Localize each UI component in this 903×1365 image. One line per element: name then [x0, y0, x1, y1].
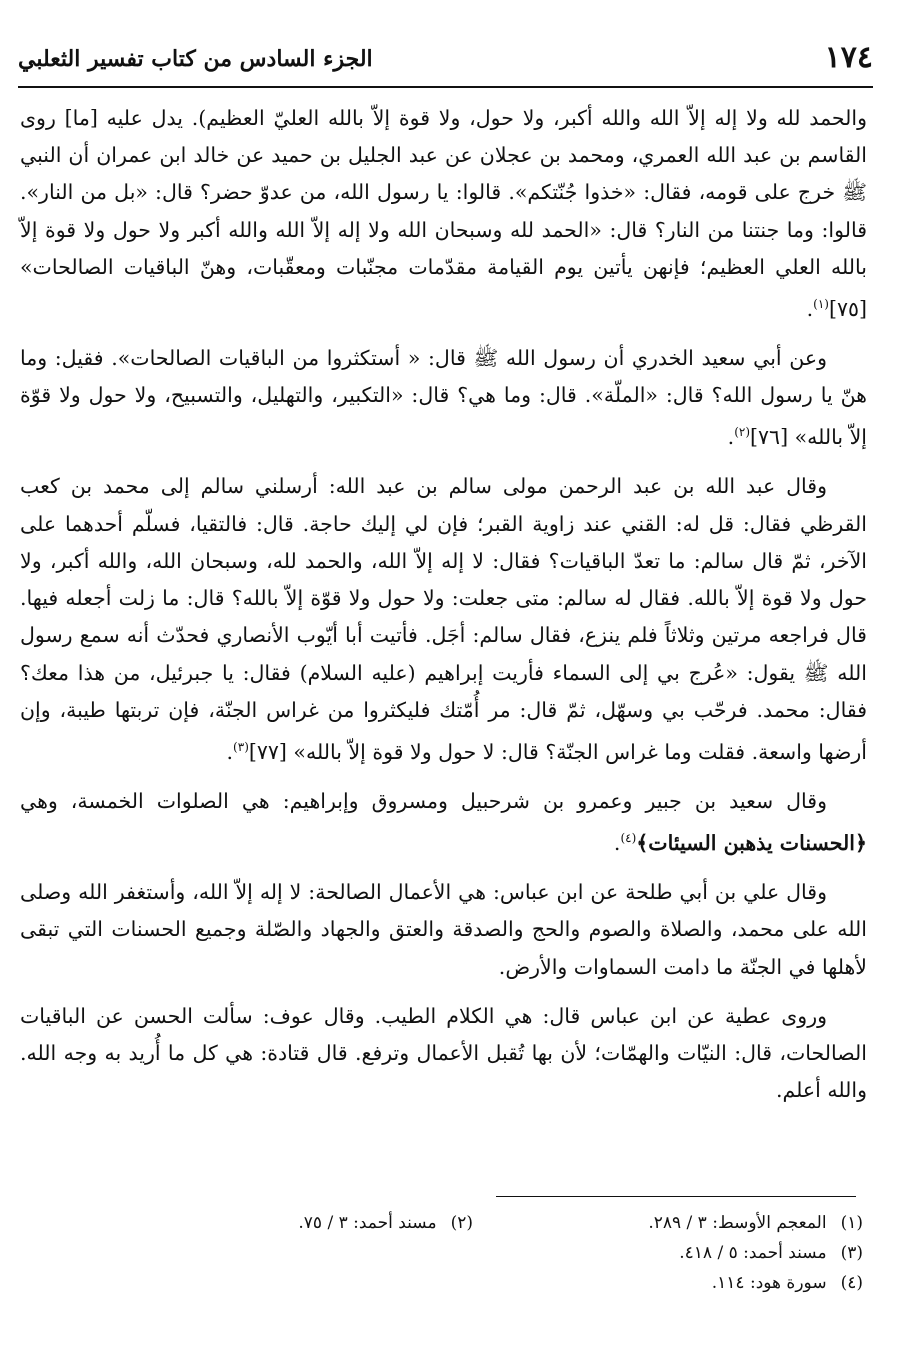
footnote-number: (٢) — [450, 1213, 473, 1233]
paragraph — [20, 340, 867, 456]
page-header — [18, 36, 873, 88]
footnote-divider — [496, 1196, 856, 1197]
quran-quote: ﴿الحسنات يذهبن السيئات﴾ — [636, 830, 867, 855]
footnote-text: المعجم الأوسط: ٣ / ٢٨٩. — [648, 1213, 827, 1233]
period: . — [806, 296, 814, 321]
paragraph-text: وقال عبد الله بن عبد الرحمن مولى سالم بن عبد الله: أرسلني سالم إلى محمد بن كعب القرظي فقال: قل له: القني عند زاوية القبر؛ فإن لي إليك حاجة. قال: فالتقيا، فسلّم أحدهما على الآخر، ثمّ قال سالم: ما تعدّ الباقيات؟ فقال: لا إله إلاّ الله، والحمد لله، وسبحان الله، والله أكبر، ولا حول ولا قوة إلاّ بالله. فقال له سالم: متى جعلت: ولا حول ولا قوّة إلاّ بالله؟ قال: ما زلت أجعله فيها. قال فراجعه مرتين وثلاثاً فلم ينزع، فقال سالم: أجَل. فأتيت أبا أيّوب الأنصاري فحدّث أنه سمع رسول الله ﷺ يقول: «عُرج بي إلى السماء فأريت إبراهيم (عليه السلام) فقال: يا جبرئيل، من هذا معك؟ فقال: محمد. فرحّب بي وسهّل، ثمّ قال: مر أُمّتك فليكثروا من غراس الجنّة، فإن تربتها طيبة، وإن أرضها واسعة. فقلت وما غراس الجنّة؟ قال: لا حول ولا قوة إلاّ بالله» [٧٧] — [20, 474, 867, 764]
footnote — [298, 1208, 473, 1238]
footnote-number: (٣) — [840, 1243, 863, 1263]
period: . — [226, 739, 234, 764]
period: . — [613, 830, 621, 855]
footnote — [679, 1238, 863, 1268]
paragraph — [20, 783, 867, 862]
paragraph — [20, 100, 867, 328]
footnote-mark: (٣) — [233, 739, 249, 754]
paragraph — [20, 468, 867, 770]
paragraph-text: وعن أبي سعيد الخدري أن رسول الله ﷺ قال: « أستكثروا من الباقيات الصالحات». فقيل: وما هنّ يا رسول الله؟ قال: «الملّة». قال: وما هي؟ قال: «التكبير، والتهليل، والتسبيح، ولا حول ولا قوّة إلاّ بالله» [٧٦] — [20, 346, 867, 450]
paragraph: وروى عطية عن ابن عباس قال: هي الكلام الطيب. وقال عوف: سألت الحسن عن الباقيات الصالحات، قال: النيّات والهمّات؛ لأن بها تُقبل الأعمال وترفع. قال قتادة: هي كل ما أُريد به وجه الله. والله أعلم. — [20, 1003, 867, 1103]
running-title: الجزء السادس من كتاب تفسير الثعلبي — [18, 46, 373, 72]
footnote-mark: (١) — [813, 297, 829, 312]
footnote-mark: (٤) — [620, 831, 637, 846]
paragraph-text: وقال سعيد بن جبير وعمرو بن شرحبيل ومسروق وإبراهيم: هي الصلوات الخمسة، وهي — [20, 788, 827, 813]
footnote-mark: (٢) — [734, 425, 751, 440]
page-number: ١٧٤ — [824, 40, 873, 75]
period: . — [727, 425, 735, 450]
footnote-row — [20, 1238, 863, 1268]
footnote-number: (١) — [840, 1213, 863, 1233]
footnotes — [20, 1208, 863, 1298]
footnote — [473, 1208, 863, 1238]
paragraph-text: والحمد لله ولا إله إلاّ الله والله أكبر، ولا حول، ولا قوة إلاّ بالله العليّ العظيم). يدل عليه [ما] روى القاسم بن عبد الله العمري، ومحمد بن عجلان عن عبد الجليل بن حميد عن خالد ابن عمران أن النبي ﷺ خرج على قومه، فقال: «خذوا جُنّتكم». قالوا: يا رسول الله، من عدوّ حضر؟ قال: «بل من النار». قالوا: وما جنتنا من النار؟ قال: «الحمد لله وسبحان الله ولا إله إلاّ الله والله أكبر ولا حول ولا قوة إلاّ بالله العلي العظيم؛ فإنهن يأتين يوم القيامة مقدّمات مجنّبات ومعقّبات، وهنّ الباقيات الصالحات» [٧٥] — [20, 106, 867, 321]
footnote — [712, 1268, 863, 1298]
paragraph: وقال علي بن أبي طلحة عن ابن عباس: هي الأعمال الصالحة: لا إله إلاّ الله، وأستغفر الله وصلى الله على محمد، والصلاة والصوم والحج والصدقة والعتق والجهاد والصّلة وجميع الحسنات التي تبقى لأهلها في الجنّة ما دامت السماوات والأرض. — [20, 880, 867, 979]
footnote-number: (٤) — [840, 1273, 863, 1293]
main-text — [20, 100, 867, 1109]
footnote-text: مسند أحمد: ٣ / ٧٥. — [298, 1213, 437, 1233]
footnote-text: مسند أحمد: ٥ / ٤١٨. — [679, 1243, 827, 1263]
footnote-text: سورة هود: ١١٤. — [711, 1273, 827, 1293]
footnote-row — [20, 1268, 863, 1298]
footnote-row — [20, 1208, 863, 1238]
